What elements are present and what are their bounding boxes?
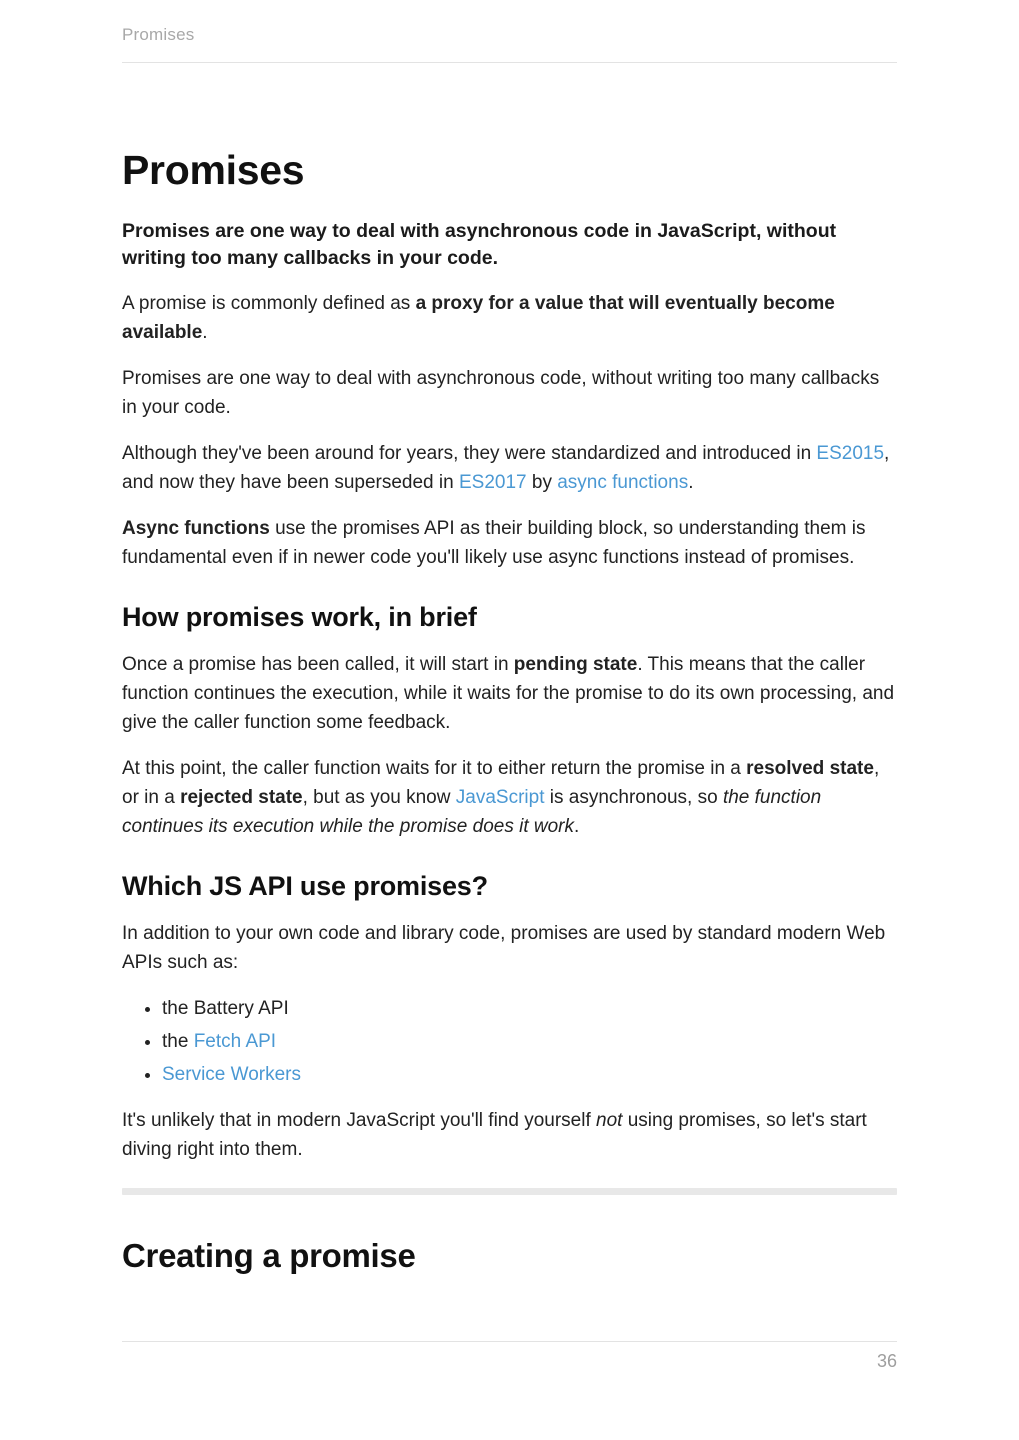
link[interactable]: Fetch API bbox=[193, 1031, 277, 1052]
link[interactable]: JavaScript bbox=[455, 787, 545, 808]
link[interactable]: Service Workers bbox=[162, 1064, 302, 1085]
italic-text: the function continues its execution while the promise does it work bbox=[122, 787, 822, 837]
text: . This means that the caller function continues the execution, while it waits for the promise to do its own processing, and give the caller function some feedback. bbox=[122, 654, 895, 733]
text: . bbox=[202, 322, 208, 343]
section-heading-which-js-api bbox=[122, 871, 897, 902]
page-footer bbox=[122, 1341, 897, 1372]
section-heading-how-promises-work bbox=[122, 602, 897, 633]
text: In addition to your own code and library code, promises are used by standard modern Web APIs such as: bbox=[122, 923, 886, 973]
text: use the promises API as their building block, so understanding them is fundamental even if in newer code you'll likely use async functions instead of promises. bbox=[122, 518, 866, 568]
section-divider bbox=[122, 1188, 897, 1195]
text: . bbox=[574, 816, 580, 837]
text: is asynchronous, so bbox=[544, 787, 723, 808]
paragraph bbox=[122, 919, 897, 977]
paragraph bbox=[122, 650, 897, 737]
text: , and now they have been superseded in bbox=[122, 443, 890, 493]
paragraph bbox=[122, 514, 897, 572]
paragraph bbox=[122, 1106, 897, 1164]
chapter-title bbox=[122, 147, 897, 194]
chapter-summary bbox=[122, 218, 897, 272]
text: Once a promise has been called, it will start in bbox=[122, 654, 514, 675]
text: At this point, the caller function waits for it to either return the promise in a bbox=[122, 758, 747, 779]
link[interactable]: async functions bbox=[557, 472, 689, 493]
link[interactable]: ES2015 bbox=[816, 443, 885, 464]
text: Which JS API use promises? bbox=[122, 871, 488, 901]
document-body bbox=[122, 147, 897, 1275]
bold-text: Async functions bbox=[122, 518, 270, 539]
paragraph bbox=[122, 364, 897, 422]
running-header-title: Promises bbox=[122, 25, 195, 44]
link[interactable]: ES2017 bbox=[458, 472, 527, 493]
text: , or in a bbox=[122, 758, 880, 808]
chapter-title-creating-a-promise bbox=[122, 1237, 897, 1275]
bold-text: resolved state bbox=[746, 758, 874, 779]
bold-text: pending state bbox=[513, 654, 638, 675]
page-header bbox=[122, 0, 897, 63]
text: , but as you know bbox=[302, 787, 456, 808]
page-number: 36 bbox=[876, 1351, 897, 1371]
list-item bbox=[162, 1060, 897, 1089]
text: Promises are one way to deal with asynchronous code in JavaScript, without writing too many callbacks in your code. bbox=[122, 220, 837, 269]
text: Promises are one way to deal with asynchronous code, without writing too many callbacks in your code. bbox=[122, 368, 880, 418]
text: Promises bbox=[122, 147, 305, 193]
text: . bbox=[688, 472, 694, 493]
list-item bbox=[162, 994, 897, 1023]
text: the bbox=[162, 1031, 194, 1052]
text: How promises work, in brief bbox=[122, 602, 477, 632]
paragraph bbox=[122, 754, 897, 841]
api-list bbox=[122, 994, 897, 1089]
bold-text: rejected state bbox=[180, 787, 303, 808]
bold-text: a proxy for a value that will eventually become available bbox=[122, 293, 835, 343]
paragraph bbox=[122, 439, 897, 497]
text: It's unlikely that in modern JavaScript you'll find yourself bbox=[122, 1110, 597, 1131]
text: the Battery API bbox=[162, 998, 289, 1019]
text: using promises, so let's start diving right into them. bbox=[122, 1110, 867, 1160]
list-item bbox=[162, 1027, 897, 1056]
text: A promise is commonly defined as bbox=[122, 293, 416, 314]
italic-text: not bbox=[596, 1110, 623, 1131]
paragraph bbox=[122, 289, 897, 347]
text: Although they've been around for years, they were standardized and introduced in bbox=[122, 443, 817, 464]
text: by bbox=[526, 472, 558, 493]
text: Creating a promise bbox=[122, 1237, 416, 1274]
